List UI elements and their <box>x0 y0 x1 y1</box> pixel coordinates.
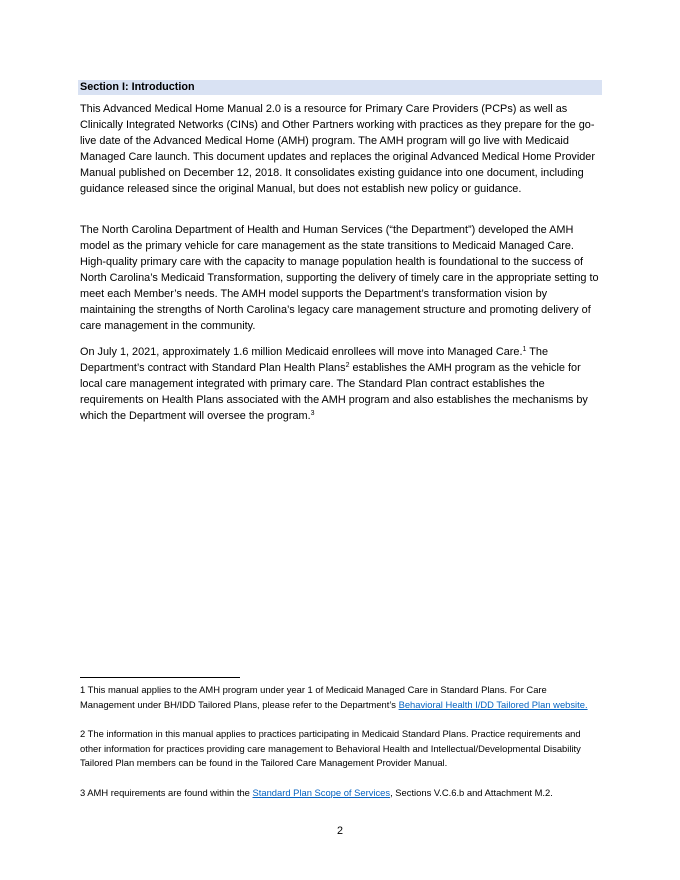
page-number: 2 <box>336 825 343 837</box>
footnote-3-text-after: , Sections V.C.6.b and Attachment M.2. <box>390 787 553 798</box>
footnote-separator <box>80 677 240 678</box>
paragraph-3-text-2: The Department’s contract with Standard Plan Health Plans <box>80 346 549 374</box>
paragraph-3-text-3: establishes the AMH program as the vehicle for local care management integrated with primary care. The Standard Plan contract establishes the requirements on Health Plans associated with the AMH program and also establishes the mechanisms by which the Department will oversee the program. <box>80 362 588 422</box>
footnote-1-text: 1 This manual applies to the AMH program under year 1 of Medicaid Managed Care in Standard Plans. For Care Management under BH/IDD Tailored Plans, please refer to the Department’s <box>80 684 547 710</box>
footnote-ref-3[interactable]: 3 <box>310 410 315 417</box>
footnote-ref-2[interactable]: 2 <box>345 362 350 369</box>
footnote-2: 2 The information in this manual applies to practices participating in Medicaid Standard Plans. Practice requirements and other information for practices providing care management to Behavioral Health and Intellectual/Developmental Disability Tailored Plan members can be found in the Tailored Care Management Provider Manual. <box>80 728 581 769</box>
intro-paragraph-2: The North Carolina Department of Health and Human Services (“the Department”) developed the AMH model as the primary vehicle for care management as the state transitions to Medicaid Managed Care. High-quality primary care with the capacity to manage population health is foundational to the success of North Carolina’s Medicaid Transformation, supporting the delivery of timely care in the appropriate setting to meet each Member’s needs. The AMH model supports the Department’s transformation vision by maintaining the strengths of North Carolina’s legacy care management structure and promoting delivery of care management in the community. <box>80 224 599 332</box>
footnote-3-text-before: 3 AMH requirements are found within the <box>80 787 253 798</box>
footnote-3 <box>80 786 600 801</box>
footnote-ref-1[interactable]: 1 <box>522 346 527 353</box>
scope-of-services-link[interactable]: Standard Plan Scope of Services <box>252 787 391 798</box>
intro-paragraph-1: This Advanced Medical Home Manual 2.0 is a resource for Primary Care Providers (PCPs) as well as Clinically Integrated Networks (CINs) and Other Partners working with practices as they prepare for the go-live date of the Advanced Medical Home (AMH) program. The AMH program will go live with Medicaid Managed Care launch. This document updates and replaces the original Advanced Medical Home Provider Manual published on December 12, 2018. It consolidates existing guidance into one document, including guidance released since the original Manual, but does not establish new policy or guidance. <box>80 103 595 195</box>
tailored-plan-website-link[interactable]: Behavioral Health I/DD Tailored Plan website. <box>398 698 588 710</box>
footnote-1 <box>80 683 600 712</box>
paragraph-3-text-1: On July 1, 2021, approximately 1.6 million Medicaid enrollees will move into Managed Care. <box>80 346 523 358</box>
section-heading: Section I: Introduction <box>78 80 602 95</box>
intro-paragraph-3 <box>80 344 600 424</box>
